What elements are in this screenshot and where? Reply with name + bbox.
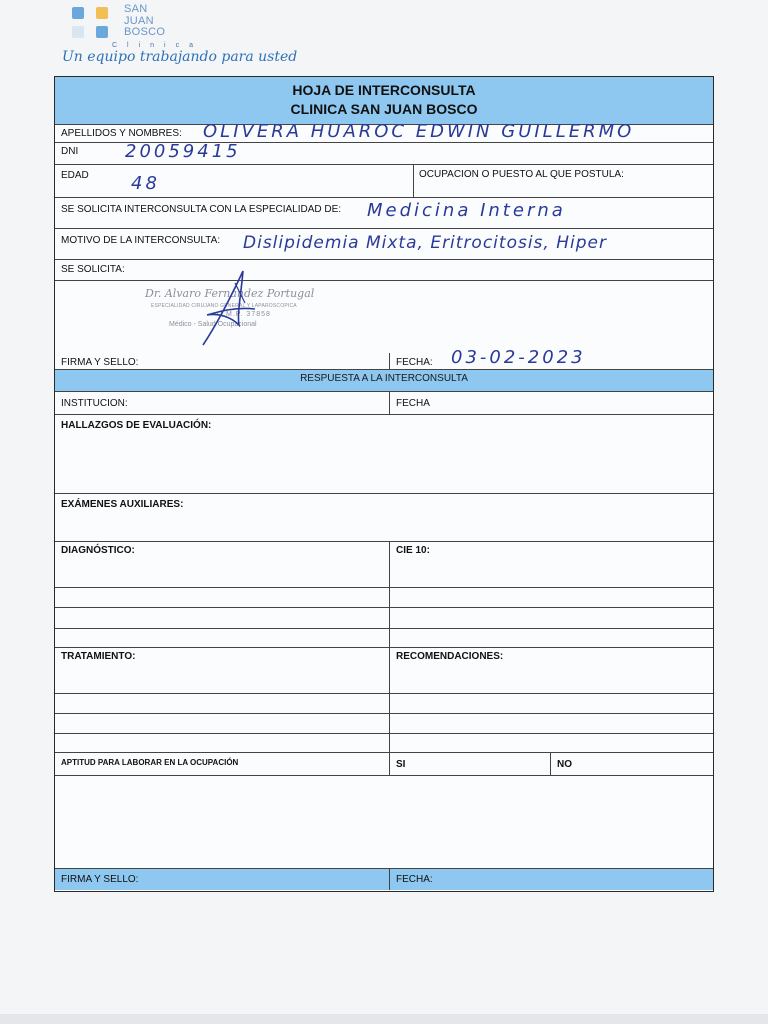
- brand-line-3: BOSCO: [124, 26, 166, 38]
- row-firma: [55, 281, 713, 370]
- dni-value[interactable]: 20059415: [125, 141, 241, 162]
- logo-square-icon: [72, 26, 84, 38]
- aptitud-label: APTITUD PARA LABORAR EN LA OCUPACIÓN: [61, 758, 239, 767]
- row-tratamiento-line: [55, 734, 713, 753]
- no-label[interactable]: NO: [557, 759, 572, 770]
- especialidad-label: SE SOLICITA INTERCONSULTA CON LA ESPECIALIDAD DE:: [61, 204, 342, 215]
- row-hallazgos: [55, 415, 713, 494]
- logo-square-icon: [96, 26, 108, 38]
- solicita-label: SE SOLICITA:: [61, 264, 125, 275]
- logo-square-icon: [72, 7, 84, 19]
- firma2-label: FIRMA Y SELLO:: [61, 874, 139, 885]
- page-bottom-edge: [0, 1014, 768, 1024]
- row-tratamiento-line: [55, 694, 713, 714]
- row-solicita: [55, 260, 713, 281]
- stamp-name: Dr. Alvaro Fernández Portugal: [145, 287, 315, 300]
- edad-label: EDAD: [61, 170, 89, 181]
- divider: [389, 392, 390, 414]
- row-blank-area: [55, 776, 713, 869]
- divider: [413, 165, 414, 197]
- row-diagnostico: [55, 542, 713, 588]
- fecha-label: FECHA:: [396, 357, 433, 368]
- row-especialidad: [55, 198, 713, 229]
- brand-line-2: JUAN: [124, 14, 154, 27]
- especialidad-value[interactable]: Medicina Interna: [367, 200, 566, 221]
- respuesta-title: RESPUESTA A LA INTERCONSULTA: [300, 373, 468, 384]
- tratamiento-label: TRATAMIENTO:: [61, 651, 136, 662]
- diagnostico-label: DIAGNÓSTICO:: [61, 545, 135, 556]
- row-examenes: [55, 494, 713, 542]
- logo-brand-text: [124, 4, 165, 39]
- hallazgos-label: HALLAZGOS DE EVALUACIÓN:: [61, 420, 212, 431]
- motivo-value[interactable]: Dislipidemia Mixta, Eritrocitosis, Hiper: [243, 233, 607, 253]
- divider: [389, 648, 390, 753]
- stamp-role: Médico - Salud Ocupacional: [169, 321, 257, 328]
- divider: [389, 542, 390, 648]
- row-aptitud: [55, 753, 713, 776]
- row-tratamiento-line: [55, 714, 713, 734]
- row-institucion: [55, 392, 713, 415]
- form-title-line-1: HOJA DE INTERCONSULTA: [292, 82, 476, 98]
- edad-value[interactable]: 48: [131, 173, 160, 194]
- divider: [389, 753, 390, 775]
- fecha2-label: FECHA: [396, 398, 430, 409]
- cie-label: CIE 10:: [396, 545, 430, 556]
- apellidos-label: APELLIDOS Y NOMBRES:: [61, 128, 182, 139]
- row-diagnostico-line: [55, 588, 713, 608]
- firma-label: FIRMA Y SELLO:: [61, 357, 139, 368]
- dni-label: DNI: [61, 146, 79, 157]
- interconsulta-form: [54, 76, 714, 892]
- row-motivo: [55, 229, 713, 260]
- row-tratamiento: [55, 648, 713, 694]
- institucion-label: INSTITUCION:: [61, 398, 128, 409]
- fecha-value[interactable]: 03-02-2023: [451, 347, 586, 368]
- clinic-logo: [72, 3, 204, 52]
- form-title-block: [55, 77, 713, 125]
- brand-line-1: SAN: [124, 3, 148, 15]
- row-edad: [55, 165, 713, 198]
- row-diagnostico-line: [55, 608, 713, 629]
- respuesta-header: [55, 370, 713, 392]
- recomendaciones-label: RECOMENDACIONES:: [396, 651, 504, 662]
- divider: [389, 869, 390, 890]
- examenes-label: EXÁMENES AUXILIARES:: [61, 499, 184, 510]
- motivo-label: MOTIVO DE LA INTERCONSULTA:: [61, 235, 221, 246]
- stamp-specialty: ESPECIALIDAD CIRUJANO GENERAL Y LAPAROSCOPICA: [151, 303, 297, 309]
- si-label[interactable]: SI: [396, 759, 406, 770]
- logo-square-icon: [96, 7, 108, 19]
- brand-sub: Clinica: [112, 42, 204, 49]
- row-diagnostico-line: [55, 629, 713, 648]
- divider: [550, 753, 551, 775]
- ocupacion-label: OCUPACION O PUESTO AL QUE POSTULA:: [419, 169, 624, 180]
- stamp-cmp: C.M.P. 37858: [217, 311, 271, 318]
- apellidos-value[interactable]: OLIVERA HUAROC EDWIN GUILLERMO: [203, 121, 635, 142]
- divider: [389, 353, 390, 369]
- tagline: Un equipo trabajando para usted: [62, 49, 298, 65]
- form-title-line-2: CLINICA SAN JUAN BOSCO: [290, 101, 478, 117]
- row-dni: [55, 143, 713, 165]
- fecha3-label: FECHA:: [396, 874, 433, 885]
- row-firma-final: [55, 869, 713, 890]
